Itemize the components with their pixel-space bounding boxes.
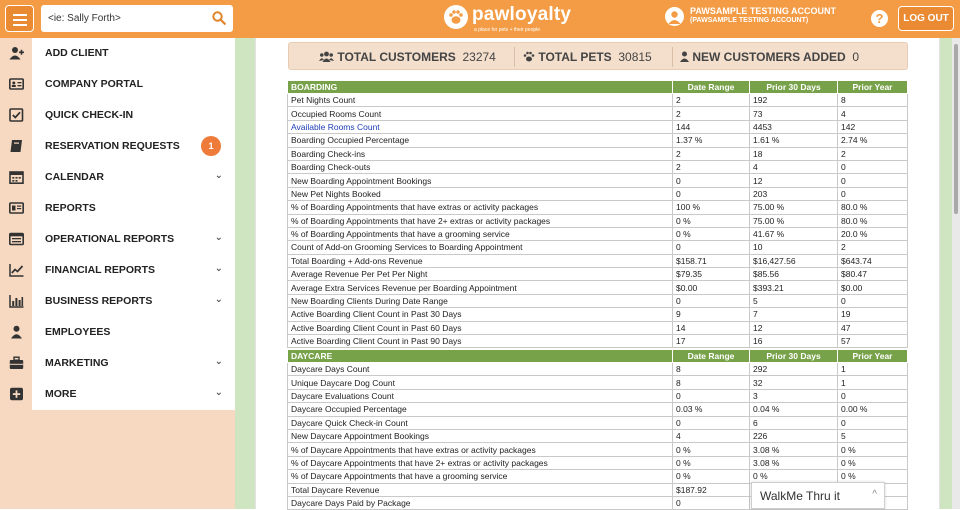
metric-value: 2.74 %: [838, 134, 908, 147]
metric-value: 0 %: [673, 227, 750, 240]
metric-value: $79.35: [673, 268, 750, 281]
metric-value: 0: [838, 416, 908, 429]
client-search: [41, 5, 233, 32]
list-window-icon: [9, 232, 24, 246]
available-rooms-link[interactable]: Available Rooms Count: [288, 120, 673, 133]
table-row: [288, 214, 908, 227]
sidebar-nav: [0, 38, 235, 408]
metric-value: 18: [750, 147, 838, 160]
table-row: [288, 403, 908, 416]
metric-label: Daycare Occupied Percentage: [288, 403, 673, 416]
metric-value: $0.00: [673, 281, 750, 294]
table-row: [288, 134, 908, 147]
book-icon: [9, 139, 24, 153]
total-pets-value: 30815: [618, 50, 652, 64]
sidebar-item-marketing[interactable]: [0, 348, 235, 379]
boarding-table: [287, 80, 908, 348]
metric-value: 0: [838, 389, 908, 402]
metric-value: 0 %: [750, 470, 838, 483]
metric-label: Boarding Check-outs: [288, 160, 673, 173]
metric-value: 3.08 %: [750, 456, 838, 469]
metric-value: 2: [673, 160, 750, 173]
paw-logo-icon: [444, 5, 468, 29]
users-icon: [319, 51, 334, 62]
metric-value: $16,427.56: [750, 254, 838, 267]
metric-label: Total Daycare Revenue: [288, 483, 673, 496]
metric-value: 2: [673, 147, 750, 160]
daycare-header-row: [288, 350, 908, 363]
sidebar-item-label: MARKETING: [45, 357, 109, 369]
metric-value: $85.56: [750, 268, 838, 281]
hamburger-menu-button[interactable]: [5, 5, 34, 32]
chevron-down-icon[interactable]: ⌄: [214, 294, 223, 305]
briefcase-icon: [9, 356, 24, 370]
metric-value: 3.08 %: [750, 443, 838, 456]
sidebar-item-reports[interactable]: [0, 193, 235, 224]
metric-label: Daycare Days Count: [288, 363, 673, 376]
metric-value: 4: [673, 429, 750, 442]
metric-label: New Boarding Clients During Date Range: [288, 294, 673, 307]
metric-label: Average Revenue Per Pet Per Night: [288, 268, 673, 281]
column-header: Prior Year: [838, 81, 908, 94]
metric-value: 142: [838, 120, 908, 133]
metric-value: 57: [838, 335, 908, 348]
new-customers-value: 0: [852, 50, 860, 64]
sidebar-item-calendar[interactable]: [0, 162, 235, 193]
total-pets-label: TOTAL PETS: [538, 50, 612, 64]
logout-button[interactable]: LOG OUT: [898, 6, 954, 31]
paw-icon: [523, 51, 535, 62]
metric-value: 100 %: [673, 201, 750, 214]
table-row: [288, 174, 908, 187]
metric-value: 0 %: [673, 470, 750, 483]
table-row: [288, 389, 908, 402]
line-chart-icon: [9, 263, 24, 277]
metric-value: 41.67 %: [750, 227, 838, 240]
metric-value: 0 %: [673, 443, 750, 456]
table-row: [288, 363, 908, 376]
metric-value: 0: [673, 294, 750, 307]
metric-value: 4: [838, 107, 908, 120]
table-row: [288, 187, 908, 200]
metric-label: Daycare Evaluations Count: [288, 389, 673, 402]
column-header: Prior 30 Days: [750, 350, 838, 363]
sidebar-item-label: FINANCIAL REPORTS: [45, 264, 156, 276]
metric-value: 1: [838, 363, 908, 376]
sidebar-item-quick-check-in[interactable]: [0, 100, 235, 131]
sidebar-item-label: COMPANY PORTAL: [45, 78, 144, 90]
metric-label: % of Boarding Appointments that have extras or activity packages: [288, 201, 673, 214]
metric-value: 0 %: [838, 443, 908, 456]
metric-value: 0: [673, 187, 750, 200]
sidebar-item-label: BUSINESS REPORTS: [45, 295, 153, 307]
avatar-icon: [665, 7, 684, 26]
total-pets-stat: [523, 50, 652, 64]
search-input[interactable]: [41, 5, 209, 32]
metric-value: 0: [838, 294, 908, 307]
metric-value: 8: [673, 363, 750, 376]
metric-label: Pet Nights Count: [288, 94, 673, 107]
metric-value: 2: [673, 94, 750, 107]
metric-label: Count of Add-on Grooming Services to Boarding Appointment: [288, 241, 673, 254]
metric-value: 226: [750, 429, 838, 442]
metric-value: 6: [750, 416, 838, 429]
metric-label: Boarding Check-ins: [288, 147, 673, 160]
table-row: [288, 416, 908, 429]
metric-value: $393.21: [750, 281, 838, 294]
person-icon: [680, 51, 689, 62]
account-subname: (PAWSAMPLE TESTING ACCOUNT): [690, 17, 809, 24]
table-row: [288, 376, 908, 389]
metric-value: 0 %: [838, 456, 908, 469]
metric-label: % of Daycare Appointments that have a grooming service: [288, 470, 673, 483]
metric-label: % of Boarding Appointments that have a grooming service: [288, 227, 673, 240]
daycare-section-header: DAYCARE: [288, 350, 673, 363]
summary-divider: [514, 47, 515, 67]
metric-value: 20.0 %: [838, 227, 908, 240]
boarding-section-header: BOARDING: [288, 81, 673, 94]
sidebar-item-add-client[interactable]: [0, 38, 235, 69]
sidebar-item-financial-reports[interactable]: [0, 255, 235, 286]
metric-label: % of Daycare Appointments that have 2+ extras or activity packages: [288, 456, 673, 469]
account-name: PAWSAMPLE TESTING ACCOUNT: [690, 6, 836, 16]
metric-value: 192: [750, 94, 838, 107]
table-row: [288, 456, 908, 469]
metric-value: 47: [838, 321, 908, 334]
column-header: Prior Year: [838, 350, 908, 363]
table-row: [288, 281, 908, 294]
metric-label: Total Boarding + Add-ons Revenue: [288, 254, 673, 267]
sidebar-item-label: RESERVATION REQUESTS: [45, 140, 180, 152]
metric-value: 7: [750, 308, 838, 321]
metric-label: Average Extra Services Revenue per Boarding Appointment: [288, 281, 673, 294]
chevron-down-icon[interactable]: ⌄: [214, 356, 223, 367]
person-icon: [9, 325, 24, 339]
metric-value: 16: [750, 335, 838, 348]
metric-label: % of Boarding Appointments that have 2+ extras or activity packages: [288, 214, 673, 227]
chevron-up-icon[interactable]: ^: [872, 489, 877, 500]
plus-square-icon: [9, 387, 24, 401]
summary-bar: [288, 42, 908, 70]
metric-value: 4453: [750, 120, 838, 133]
metric-value: 5: [838, 429, 908, 442]
metric-value: 17: [673, 335, 750, 348]
metric-value: 10: [750, 241, 838, 254]
metric-label: Active Boarding Client Count in Past 60 Days: [288, 321, 673, 334]
metric-label: % of Daycare Appointments that have extras or activity packages: [288, 443, 673, 456]
metric-value: 2: [838, 147, 908, 160]
table-row: [288, 227, 908, 240]
scrollbar-thumb[interactable]: [954, 44, 958, 214]
metric-value: 0: [838, 174, 908, 187]
metric-value: 2: [673, 107, 750, 120]
table-row: [288, 147, 908, 160]
metric-value: 5: [750, 294, 838, 307]
sidebar: [0, 38, 235, 509]
metric-value: 0.00 %: [838, 403, 908, 416]
reservation-count-badge: 1: [201, 136, 221, 156]
metric-value: 75.00 %: [750, 201, 838, 214]
walkme-label: WalkMe Thru it: [760, 489, 841, 503]
table-row: [288, 254, 908, 267]
sidebar-item-label: QUICK CHECK-IN: [45, 109, 134, 121]
sidebar-item-label: MORE: [45, 388, 77, 400]
table-row: [288, 335, 908, 348]
metric-value: 0.04 %: [750, 403, 838, 416]
sidebar-item-label: ADD CLIENT: [45, 47, 109, 59]
metric-value: 0: [673, 416, 750, 429]
metric-label: Occupied Rooms Count: [288, 107, 673, 120]
metric-value: 8: [838, 94, 908, 107]
add-user-icon: [9, 46, 24, 60]
sidebar-item-label: EMPLOYEES: [45, 326, 111, 338]
pawloyalty-logo[interactable]: [444, 3, 574, 35]
metric-value: 9: [673, 308, 750, 321]
metric-value: 0 %: [838, 470, 908, 483]
metric-value: $80.47: [838, 268, 908, 281]
new-customers-stat: [680, 50, 859, 64]
table-row: [288, 201, 908, 214]
metric-value: $643.74: [838, 254, 908, 267]
metric-value: 0: [673, 496, 750, 509]
metric-label: New Boarding Appointment Bookings: [288, 174, 673, 187]
metric-value: 75.00 %: [750, 214, 838, 227]
check-box-icon: [9, 108, 24, 122]
metric-label: Unique Daycare Dog Count: [288, 376, 673, 389]
table-row: [288, 429, 908, 442]
sidebar-item-company-portal[interactable]: [0, 69, 235, 100]
metric-value: 3: [750, 389, 838, 402]
help-icon[interactable]: ?: [871, 10, 888, 27]
metric-value: 80.0 %: [838, 201, 908, 214]
sidebar-item-operational-reports[interactable]: [0, 224, 235, 255]
id-card-icon: [9, 77, 24, 91]
metric-label: New Daycare Appointment Bookings: [288, 429, 673, 442]
metric-value: 0 %: [673, 456, 750, 469]
table-row: [288, 308, 908, 321]
column-header: Date Range: [673, 81, 750, 94]
metric-label: Active Boarding Client Count in Past 90 Days: [288, 335, 673, 348]
metric-label: Active Boarding Client Count in Past 30 Days: [288, 308, 673, 321]
walkme-widget[interactable]: [751, 482, 885, 509]
metric-value: 203: [750, 187, 838, 200]
new-customers-label: NEW CUSTOMERS ADDED: [692, 50, 846, 64]
logo-tagline: a place for pets + their people: [474, 27, 541, 33]
total-customers-value: 23274: [462, 50, 496, 64]
sidebar-item-reservation-requests[interactable]: [0, 131, 235, 162]
summary-divider: [672, 47, 673, 67]
metric-value: $0.00: [838, 281, 908, 294]
bar-chart-icon: [9, 294, 24, 308]
column-header: Prior 30 Days: [750, 81, 838, 94]
chevron-down-icon[interactable]: ⌄: [214, 387, 223, 398]
boarding-header-row: [288, 81, 908, 94]
chevron-down-icon[interactable]: ⌄: [214, 232, 223, 243]
chevron-down-icon[interactable]: ⌄: [214, 170, 223, 181]
sidebar-item-label: CALENDAR: [45, 171, 104, 183]
table-row: [288, 107, 908, 120]
metric-value: 12: [750, 174, 838, 187]
metric-value: 0: [673, 389, 750, 402]
metric-value: 80.0 %: [838, 214, 908, 227]
table-row: [288, 321, 908, 334]
search-icon[interactable]: [212, 11, 226, 25]
chevron-down-icon[interactable]: ⌄: [214, 263, 223, 274]
sidebar-item-more[interactable]: [0, 379, 235, 410]
total-customers-label: TOTAL CUSTOMERS: [337, 50, 456, 64]
metric-value: 0 %: [673, 214, 750, 227]
sidebar-item-label: OPERATIONAL REPORTS: [45, 233, 175, 245]
sidebar-item-label: REPORTS: [45, 202, 96, 214]
logo-name: pawloyalty: [472, 4, 572, 25]
table-row: [288, 160, 908, 173]
metric-value: 19: [838, 308, 908, 321]
table-row: [288, 443, 908, 456]
table-row: [288, 268, 908, 281]
metric-label: Daycare Days Paid by Package: [288, 496, 673, 509]
metric-value: 14: [673, 321, 750, 334]
metric-value: 73: [750, 107, 838, 120]
metric-value: 0: [838, 160, 908, 173]
metric-value: 0: [673, 174, 750, 187]
metric-value: 12: [750, 321, 838, 334]
metric-value: 1: [838, 376, 908, 389]
total-customers-stat: [319, 50, 496, 64]
metric-label: New Pet Nights Booked: [288, 187, 673, 200]
metric-label: Boarding Occupied Percentage: [288, 134, 673, 147]
metric-value: 1.37 %: [673, 134, 750, 147]
metric-value: 1.61 %: [750, 134, 838, 147]
metric-value: 4: [750, 160, 838, 173]
metric-label: Daycare Quick Check-in Count: [288, 416, 673, 429]
table-row: [288, 241, 908, 254]
metric-value: 0: [673, 241, 750, 254]
table-row: [288, 94, 908, 107]
table-row: [288, 120, 908, 133]
metric-value: 0.03 %: [673, 403, 750, 416]
report-card-icon: [9, 201, 24, 215]
top-bar: [0, 0, 960, 38]
sidebar-item-employees[interactable]: [0, 317, 235, 348]
sidebar-item-business-reports[interactable]: [0, 286, 235, 317]
table-row: [288, 470, 908, 483]
metric-value: 2: [838, 241, 908, 254]
metric-value: 32: [750, 376, 838, 389]
metric-value: $158.71: [673, 254, 750, 267]
table-row: [288, 294, 908, 307]
metric-value: $187.92: [673, 483, 750, 496]
metric-value: 144: [673, 120, 750, 133]
calendar-icon: [9, 170, 24, 184]
column-header: Date Range: [673, 350, 750, 363]
metric-value: 8: [673, 376, 750, 389]
metric-value: 0: [838, 187, 908, 200]
metric-value: 292: [750, 363, 838, 376]
